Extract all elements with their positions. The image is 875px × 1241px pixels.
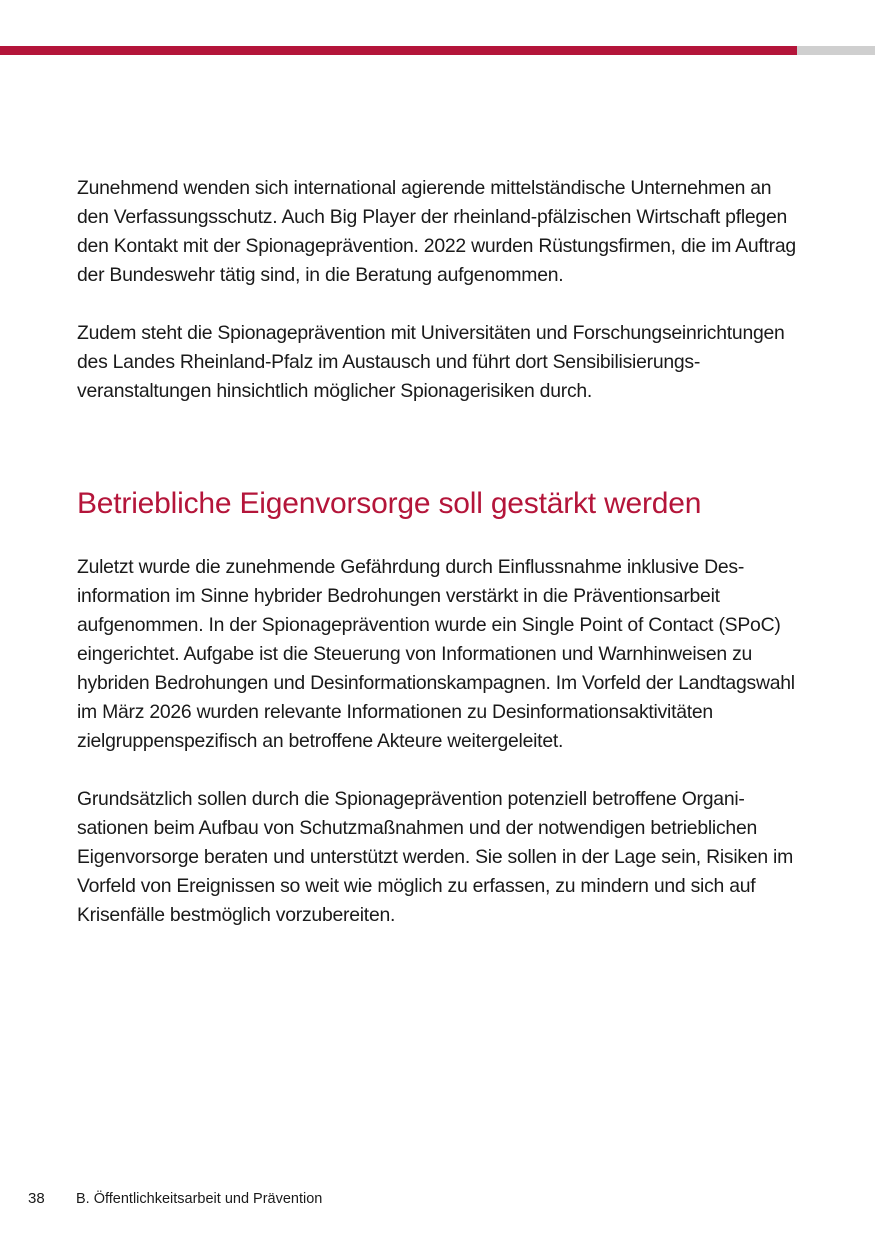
page-content [77,174,799,930]
section-paragraph-2: Grundsätzlich sollen durch die Spionageprävention potenziell betroffene Organisationen beim Aufbau von Schutzmaßnahmen und der notwendigen betrieblichen Eigenvorsorge beraten und unterstützt werden. Sie sollen in der Lage sein, Risiken im Vorfeld von Ereignissen so weit wie möglich zu erfassen, zu mindern und sich auf Krisenfälle bestmöglich vorzubereiten. [77,788,794,926]
page-footer [28,1190,322,1207]
page-number: 38 [28,1190,45,1207]
header-rule-accent [0,46,797,55]
footer-section-title: B. Öffentlichkeitsarbeit und Prävention [76,1191,323,1207]
section-heading: Betriebliche Eigenvorsorge soll gestärkt werden [77,487,702,520]
intro-paragraph-1: Zunehmend wenden sich international agierende mittelständische Unternehmen an den Verfassungsschutz. Auch Big Player der rheinland-pfälzischen Wirtschaft pflegen den Kontakt mit der Spionageprävention. 2022 wurden Rüstungsfirmen, die im Auftrag der Bundeswehr tätig sind, in die Beratung aufgenommen. [77,177,796,286]
header-rule [0,46,875,55]
intro-paragraph-2: Zudem steht die Spionageprävention mit Universitäten und Forschungseinrichtungen des Landes Rheinland-Pfalz im Austausch und führt dort Sensibilisierungsveranstaltungen hinsichtlich möglicher Spionagerisiken durch. [77,322,785,402]
header-rule-grey [797,46,875,55]
section-paragraph-1: Zuletzt wurde die zunehmende Gefährdung durch Einflussnahme inklusive Desinformation im Sinne hybrider Bedrohungen verstärkt in die Präventionsarbeit aufgenommen. In der Spionageprävention wurde ein Single Point of Contact (SPoC) eingerichtet. Aufgabe ist die Steuerung von Informationen und Warnhinweisen zu hybriden Bedrohungen und Desinformationskampagnen. Im Vorfeld der Landtagswahl im März 2026 wurden relevante Informationen zu Desinformationsaktivitäten zielgruppenspezifisch an betroffene Akteure weitergeleitet. [77,556,795,752]
section-body [77,553,799,930]
